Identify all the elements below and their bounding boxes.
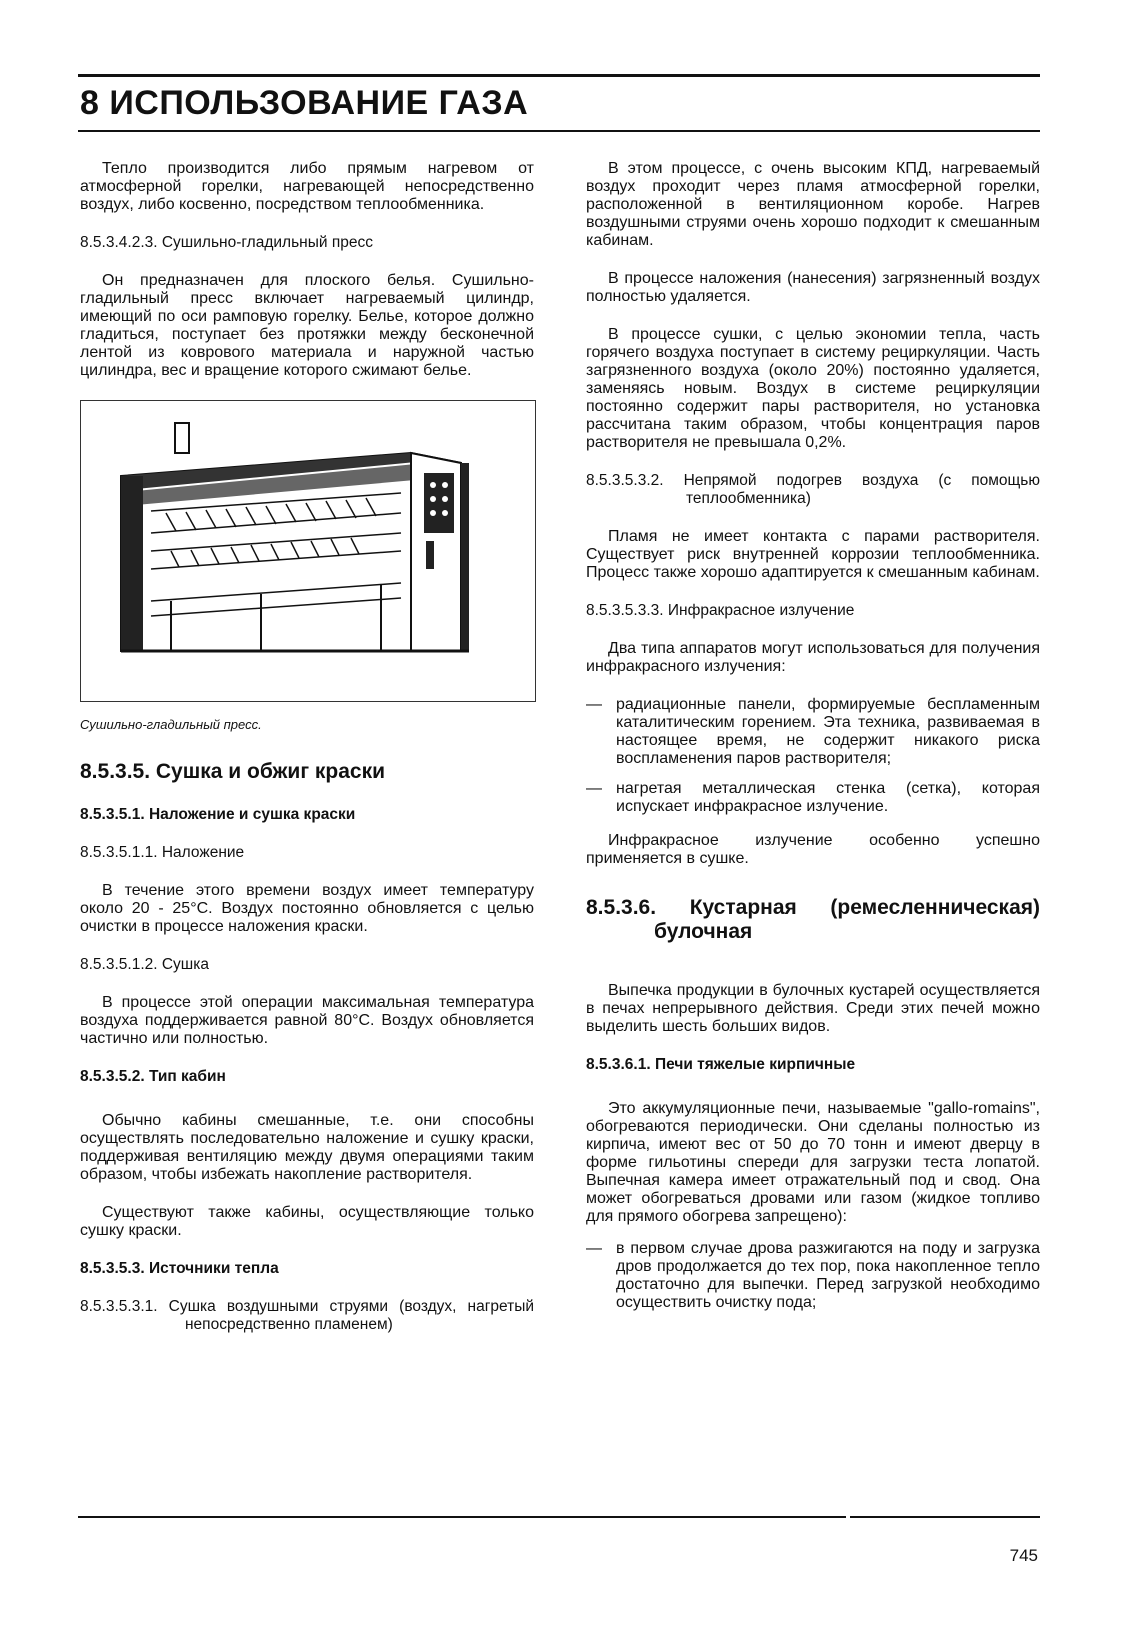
paragraph-air-jet-process: В этом процессе, с очень высоким КПД, нагреваемый воздух проходит через пламя атмосферной горелки, расположенной в вентиляционном коробе. Нагрев воздушными струями очень хорошо подходит к смешанным кабинам.: [586, 160, 1040, 249]
title-rule: [78, 130, 1040, 132]
paragraph-dry: В процессе этой операции максимальная температура воздуха поддерживается равной 80°С. Воздух обновляется частично или полностью.: [80, 994, 534, 1047]
subheading-air-jet-drying: 8.5.3.5.3.1. Сушка воздушными струями (воздух, нагретый непосредственно пламенем): [80, 1298, 534, 1333]
heading-cabin-types: 8.5.3.5.2. Тип кабин: [80, 1068, 226, 1085]
list-item: — радиационные панели, формируемые беспламенным каталитическим горением. Эта техника, развиваемая в настоящее время, не содержит никакого риска воспламенения паров растворителя;: [586, 696, 1040, 768]
paragraph-bakery: Выпечка продукции в булочных кустарей осуществляется в печах непрерывного действия. Среди этих печей можно выделить шесть больших видов.: [586, 982, 1040, 1035]
figure-caption: Сушильно-гладильный пресс.: [80, 717, 262, 732]
brick-oven-list: [586, 1240, 1040, 1312]
press-illustration: [81, 401, 535, 701]
section-heading-drying: 8.5.3.5. Сушка и обжиг краски: [80, 760, 386, 783]
heading-apply-dry: 8.5.3.5.1. Наложение и сушка краски: [80, 806, 356, 823]
heading-brick-ovens: 8.5.3.6.1. Печи тяжелые кирпичные: [586, 1056, 856, 1073]
section-heading-bakery: 8.5.3.6. Кустарная (ремесленническая) булочная: [586, 896, 1040, 943]
press-figure: [80, 400, 536, 702]
right-column: [586, 160, 1040, 1328]
paragraph-polluted-air: В процессе наложения (нанесения) загрязненный воздух полностью удаляется.: [586, 270, 1040, 305]
infrared-list: [586, 696, 1040, 816]
paragraph-infrared-success: Инфракрасное излучение особенно успешно применяется в сушке.: [586, 832, 1040, 867]
subheading-press: 8.5.3.4.2.3. Сушильно-гладильный пресс: [80, 234, 373, 251]
paragraph-brick-ovens: Это аккумуляционные печи, называемые "gallo-romains", обогреваются периодически. Они сделаны полностью из кирпича, имеют вес от 50 до 70 тонн и имеют дверцу в форме гильотины спереди для загрузки теста лопатой. Выпечная камера имеет отражательный под и свод. Она может обогреваться дровами или газом (жидкое топливо для прямого обогрева запрещено):: [586, 1100, 1040, 1225]
subheading-indirect-heating: 8.5.3.5.3.2. Непрямой подогрев воздуха (с помощью теплообменника): [586, 472, 1040, 507]
left-column: [80, 160, 534, 1354]
paragraph-recirculation: В процессе сушки, с целью экономии тепла, часть горячего воздуха поступает в систему рециркуляции. Часть загрязненного воздуха (около 20%) постоянно удаляется, заменяясь новым. Воздух в системе рециркуляции постоянно содержит пары растворителя, но установка рассчитана таким образом, чтобы концентрация паров растворителя не превышала 0,2%.: [586, 326, 1040, 451]
list-item: — в первом случае дрова разжигаются на поду и загрузка дров продолжается до тех пор, пока накопленное тепло достаточно для выпечки. Перед загрузкой необходимо осуществить очистку пода;: [586, 1240, 1040, 1312]
paragraph-cabins-mixed: Обычно кабины смешанные, т.е. они способны осуществлять последовательно наложение и сушку краски, поддерживая вентиляцию между двумя операциями таким образом, чтобы избежать накопление растворителя.: [80, 1112, 534, 1183]
subheading-apply: 8.5.3.5.1.1. Наложение: [80, 844, 245, 861]
subheading-infrared: 8.5.3.5.3.3. Инфракрасное излучение: [586, 602, 855, 619]
paragraph-apply: В течение этого времени воздух имеет температуру около 20 - 25°С. Воздух постоянно обновляется с целью очистки в процессе наложения краски.: [80, 882, 534, 935]
paragraph-infrared-intro: Два типа аппаратов могут использоваться для получения инфракрасного излучения:: [586, 640, 1040, 675]
subheading-dry: 8.5.3.5.1.2. Сушка: [80, 956, 209, 973]
page-number: 745: [1009, 1546, 1038, 1565]
paragraph-heat-production: Тепло производится либо прямым нагревом от атмосферной горелки, нагревающей непосредственно воздух, либо косвенно, посредством теплообменника.: [80, 160, 534, 213]
paragraph-cabins-dry-only: Существуют также кабины, осуществляющие только сушку краски.: [80, 1204, 534, 1239]
footer-rule: [78, 1516, 846, 1518]
footer-rule-short: [850, 1516, 1040, 1518]
heading-heat-sources: 8.5.3.5.3. Источники тепла: [80, 1260, 279, 1277]
chapter-title: 8 ИСПОЛЬЗОВАНИЕ ГАЗА: [80, 84, 529, 122]
paragraph-press: Он предназначен для плоского белья. Сушильно-гладильный пресс включает нагреваемый цилиндр, имеющий по оси рамповую горелку. Белье, которое должно гладиться, поступает без протяжки между бесконечной лентой из коврового материала и наружной частью цилиндра, вес и вращение которого сжимают белье.: [80, 272, 534, 379]
paragraph-indirect-heating: Пламя не имеет контакта с парами растворителя. Существует риск внутренней коррозии теплообменника. Процесс также хорошо адаптируется к смешанным кабинам.: [586, 528, 1040, 581]
list-item: — нагретая металлическая стенка (сетка), которая испускает инфракрасное излучение.: [586, 780, 1040, 816]
header-rule: [78, 74, 1040, 77]
